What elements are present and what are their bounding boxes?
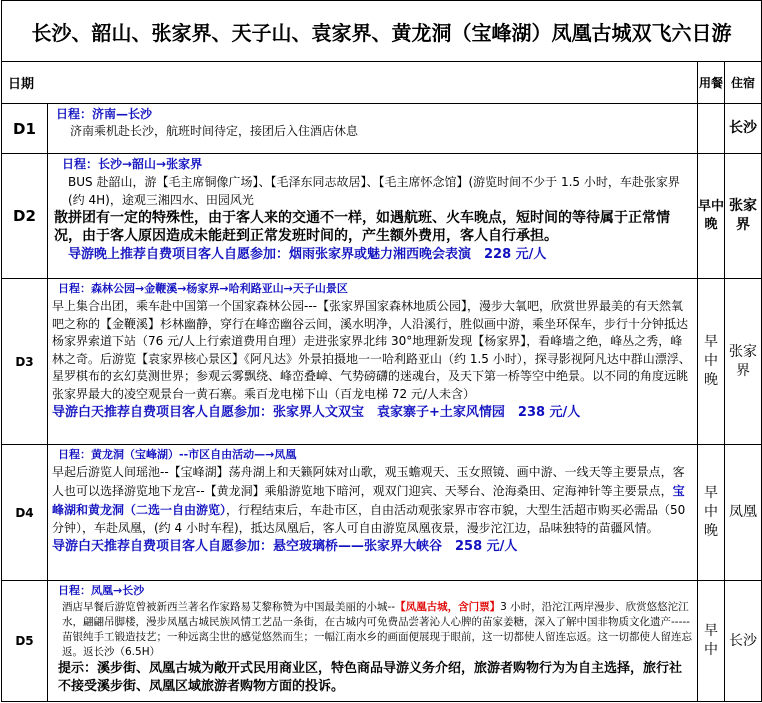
recommend-d2: 导游晚上推荐自费项目客人自愿参加：烟雨张家界或魅力湘西晚会表演 228 元/人 <box>68 247 547 262</box>
day-content-d5 <box>48 581 698 702</box>
stay-d4: 凤凰 <box>725 445 762 581</box>
meal-d5: 早中 <box>698 581 725 702</box>
notice-d2: 散拼团有一定的特殊性，由于客人来的交通不一样，如遇航班、火车晚点，短时间的等待属于正常情况，由于客人原因造成未能赶到正常发班时间的，产生额外费用，客人自行承担。 <box>54 210 670 244</box>
day-content-d4 <box>48 445 698 581</box>
day-label-d4: D4 <box>2 445 48 581</box>
route-d4: 日程：黄龙洞（宝峰湖）--市区自由活动—→凤凰 <box>58 448 297 461</box>
desc-d5-highlight: 【凤凰古城，含门票】 <box>395 601 501 613</box>
meal-d2: 早中晚 <box>698 154 725 279</box>
day-label-d5: D5 <box>2 581 48 702</box>
stay-d5: 长沙 <box>725 581 762 702</box>
route-d2: 日程：长沙→韶山→张家界 <box>62 157 203 171</box>
stay-d2: 张家界 <box>725 154 762 279</box>
tip-d5: 提示：溪步街、凤凰古城为敞开式民用商业区，特色商品导游义务介绍，旅游者购物行为为自主选择，旅行社不接受溪步街、凤凰区域旅游者购物方面的投诉。 <box>58 661 683 694</box>
route-d1: 日程：济南—长沙 <box>56 107 153 121</box>
desc-d1: 济南乘机赴长沙，航班时间待定，接团后入住酒店休息 <box>70 124 359 138</box>
desc-d3: 早上集合出团，乘车赴中国第一个国家森林公园---【张家界国家森林地质公园】，漫步大氧吧，欣赏世界最美的有天然氧吧之称的【金鞭溪】杉林幽静，穿行在峰峦幽谷云间，溪水明净，人沿溪行，胜似画中游，乘坐环保车，步行十分钟抵达杨家界索道下站（76 元/人上行索道费用自理）走进张家界北纬 30°地理新发现【杨家界】，看峰墙之绝，峰丛之秀，峰林之奇。后游览【袁家界核心景区】《阿凡达》外景拍摄地一一哈利路亚山（约 1.5 小时），探寻影视阿凡达中群山漂浮、星罗棋布的玄幻莫测世界；参观云雾飘绕、峰峦叠嶂、气势磅礴的迷魂台，及天下第一桥等空中绝景。以不同的角度远眺张家界最大的凌空观景台一黄石寨。乘百龙电梯下山（百龙电梯 72 元/人未含） <box>52 299 691 401</box>
meal-d4: 早中晚 <box>698 445 725 581</box>
day-content-d3 <box>48 279 698 445</box>
desc-d4: 早起后游览人间瑶池--【宝峰湖】荡舟湖上和天籁阿妹对山歌，观玉蟾观天、玉女照镜、画中游、一线天等主要景点，客人也可以选择游览地下龙宫--【黄龙洞】乘船游览地下暗河，观双门迎宾、天琴台、沧海桑田、定海神针等主要景点，宝峰湖和黄龙洞（二选一自由游览），行程结束后，车赴市区，自由活动观张家界市容市貌，大型生活超市购买必需品（50 分钟），车赴凤凰，(约 4 小时车程)，抵达凤凰后，客人可自由游览凤凰夜景，漫步沱江边，品味独特的苗疆风情。 <box>52 465 686 535</box>
route-d5: 日程：凤凰→长沙 <box>58 584 145 597</box>
day-label-d3: D3 <box>2 279 48 445</box>
recommend-d3: 导游白天推荐自费项目客人自愿参加：张家界人文双宝 袁家寨子+土家风情园 238 元/人 <box>52 405 581 420</box>
stay-d3: 张家界 <box>725 279 762 445</box>
itinerary-table <box>1 0 762 702</box>
itinerary-title: 长沙、韶山、张家界、天子山、袁家界、黄龙洞（宝峰湖）凤凰古城双飞六日游 <box>2 1 762 62</box>
desc-d5: 酒店早餐后游览曾被新西兰著名作家路易艾黎称赞为中国最美丽的小城--【凤凰古城，含门票】3 小时，沿沱江两岸漫步、欣赏悠悠沱江水，翩翩吊脚楼，漫步凤凰古城民族风情工艺品一条街，在古城内可免费品尝著沁人心脾的苗家姜糖，深入了解中国非物质文化遗产-----苗银纯手工锻造技艺；一种远离尘世的感觉悠然而生；一幅江南水乡的画面便展现于眼前，这一切都使人留连忘返。这一切都使人留连忘返。返长沙（6.5H） <box>62 601 692 658</box>
recommend-d4: 导游白天推荐自费项目客人自愿参加：悬空玻璃桥——张家界大峡谷 258 元/人 <box>52 539 518 554</box>
stay-d1: 长沙 <box>725 104 762 154</box>
day-content-d2 <box>48 154 698 279</box>
header-date: 日期 <box>2 62 698 104</box>
day-label-d2: D2 <box>2 154 48 279</box>
meal-d1 <box>698 104 725 154</box>
meal-d3: 早中晚 <box>698 279 725 445</box>
desc-d4-highlight: 宝峰湖和黄龙洞（二选一自由游览） <box>52 483 685 517</box>
header-meal: 用餐 <box>698 62 725 104</box>
day-content-d1 <box>48 104 698 154</box>
day-label-d1: D1 <box>2 104 48 154</box>
header-stay: 住宿 <box>725 62 762 104</box>
desc-d2: BUS 赴韶山，游【毛主席铜像广场】、【毛泽东同志故居】、【毛主席怀念馆】(游览时间不少于 1.5 小时，车赴张家界(约 4H)，途观三湘四水、田园风光 <box>68 175 680 207</box>
route-d3: 日程：森林公园→金鞭溪→杨家界→哈利路亚山→天子山景区 <box>58 282 348 295</box>
